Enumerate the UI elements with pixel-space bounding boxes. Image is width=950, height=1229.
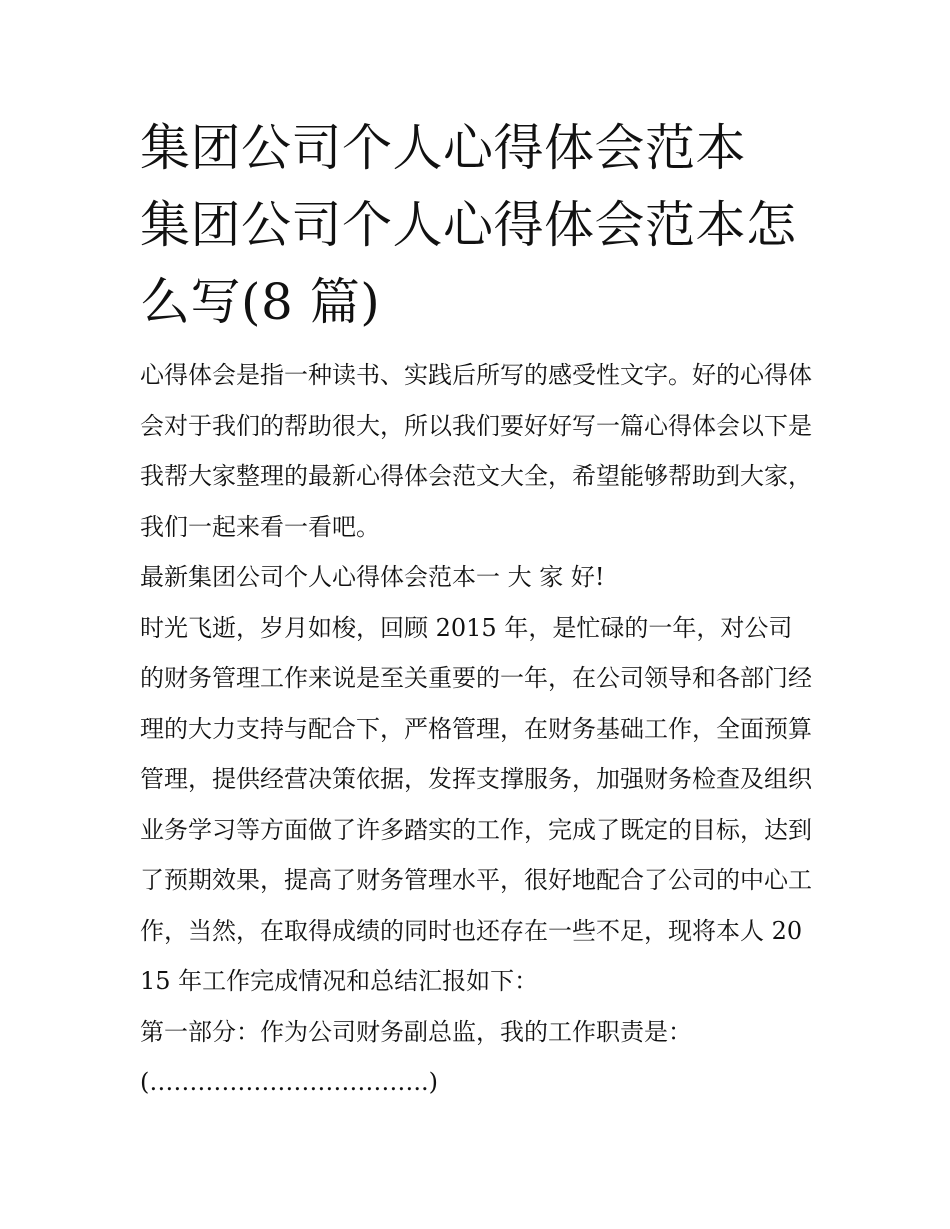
document-body xyxy=(140,110,812,1108)
part-one-heading: 第一部分：作为公司财务副总监，我的工作职责是： xyxy=(140,1017,692,1046)
ellipsis-placeholder: (……………………………..) xyxy=(140,1068,438,1096)
intro-paragraph: 心得体会是指一种读书、实践后所写的感受性文字。好的心得体会对于我们的帮助很大，所以我们要好好写一篇心得体会以下是我帮大家整理的最新心得体会范文大全，希望能够帮助到大家，我们一起来看一看吧。 xyxy=(140,361,812,541)
section-heading: 最新集团公司个人心得体会范本一 大 家 好! xyxy=(140,563,605,591)
body-paragraph: 时光飞逝，岁月如梭，回顾 2015 年，是忙碌的一年，对公司的财务管理工作来说是至关重要的一年，在公司领导和各部门经理的大力支持与配合下，严格管理，在财务基础工作，全面预算管理，提供经营决策依据，发挥支撑服务，加强财务检查及组织业务学习等方面做了许多踏实的工作，完成了既定的目标，达到了预期效果，提高了财务管理水平，很好地配合了公司的中心工作，当然，在取得成绩的同时也还存在一些不足，现将本人 2015 年工作完成情况和总结汇报如下： xyxy=(140,613,812,995)
document-title: 集团公司个人心得体会范本 集团公司个人心得体会范本怎么写(8 篇) xyxy=(140,119,797,331)
